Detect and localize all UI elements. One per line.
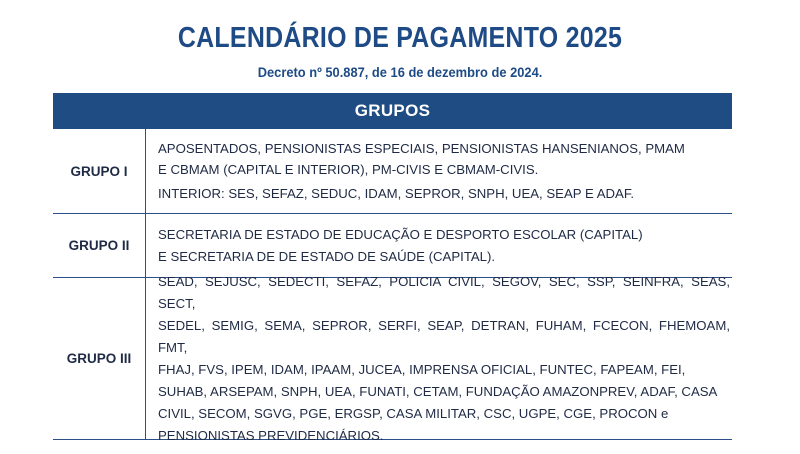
table-row-grupo-iii (53, 273, 732, 443)
row-content (146, 129, 732, 213)
row-text-line: SEDEL, SEMIG, SEMA, SEPROR, SERFI, SEAP, DETRAN, FUHAM, FCECON, FHEMOAM, FMT, (158, 317, 730, 355)
row-text-line: INTERIOR: SES, SEFAZ, SEDUC, IDAM, SEPROR, SNPH, UEA, SEAP E ADAF. (158, 185, 635, 201)
row-label: GRUPO III (53, 278, 146, 439)
table-row-grupo-ii (53, 214, 732, 278)
row-text-line: SUHAB, ARSEPAM, SNPH, UEA, FUNATI, CETAM, FUNDAÇÃO AMAZONPREV, ADAF, CASA (158, 383, 718, 399)
row-text-line: E SECRETARIA DE DE ESTADO DE SAÚDE (CAPITAL). (158, 248, 496, 264)
table-row-grupo-i (53, 129, 732, 214)
groups-table (53, 93, 732, 443)
row-text-line: PENSIONISTAS PREVIDENCIÁRIOS. (158, 427, 384, 443)
row-label: GRUPO I (53, 129, 146, 213)
row-text-line: SEAD, SEJUSC, SEDECTI, SEFAZ, POLICIA CIVIL, SEGOV, SEC, SSP, SEINFRA, SEAS, SECT, (158, 273, 730, 311)
table-header: GRUPOS (53, 93, 732, 129)
row-content (146, 214, 732, 277)
page-title: CALENDÁRIO DE PAGAMENTO 2025 (177, 22, 623, 54)
row-text-line: CIVIL, SECOM, SGVG, PGE, ERGSP, CASA MILITAR, CSC, UGPE, CGE, PROCON e (158, 405, 669, 421)
row-text-line: APOSENTADOS, PENSIONISTAS ESPECIAIS, PENSIONISTAS HANSENIANOS, PMAM (158, 140, 685, 156)
row-text-line: SECRETARIA DE ESTADO DE EDUCAÇÃO E DESPORTO ESCOLAR (CAPITAL) (158, 227, 643, 242)
row-text-line: FHAJ, FVS, IPEM, IDAM, IPAAM, JUCEA, IMPRENSA OFICIAL, FUNTEC, FAPEAM, FEI, (158, 361, 686, 377)
row-label: GRUPO II (53, 214, 146, 277)
row-content (146, 273, 732, 443)
row-text-line: E CBMAM (CAPITAL E INTERIOR), PM-CIVIS E CBMAM-CIVIS. (158, 162, 539, 178)
page-subtitle: Decreto nº 50.887, de 16 de dezembro de 2024. (257, 64, 543, 80)
